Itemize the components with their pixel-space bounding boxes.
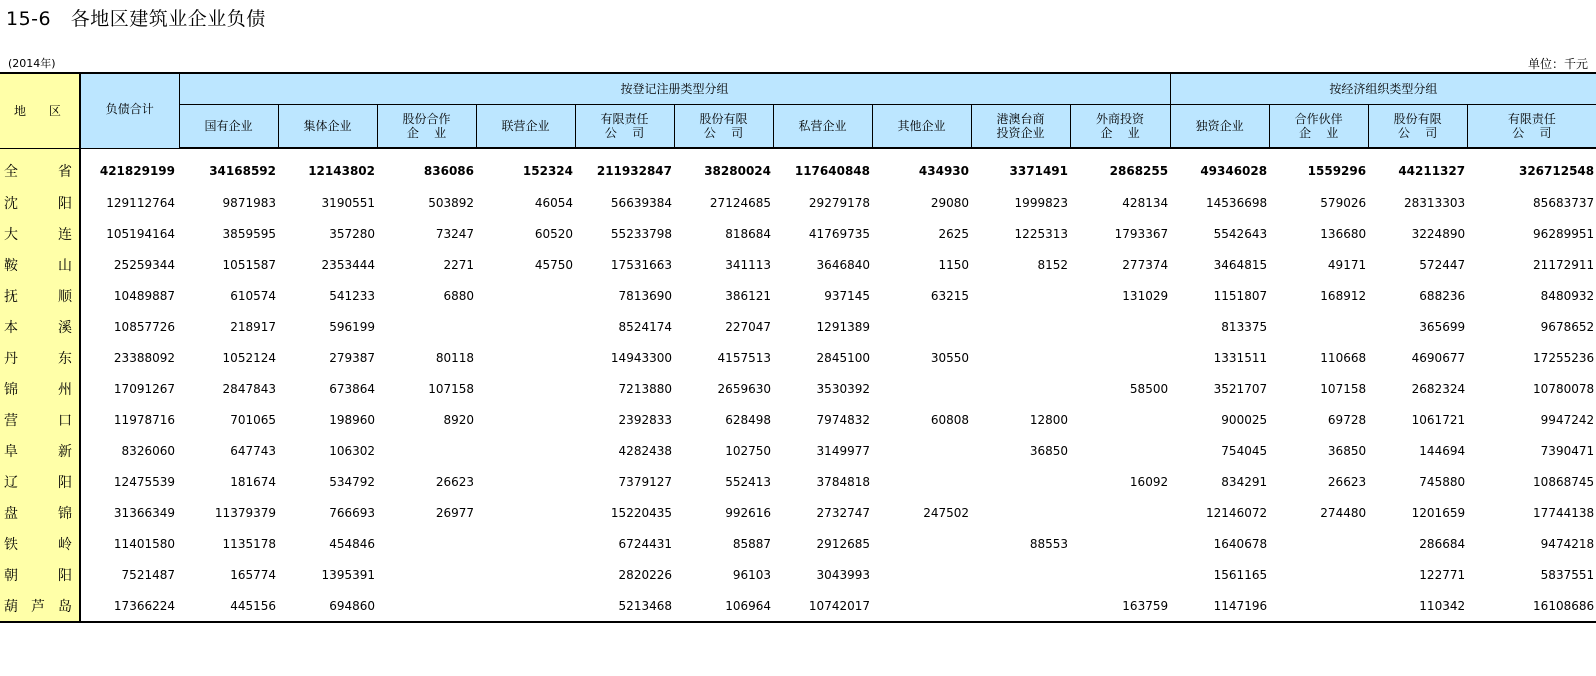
value-cell: 9678652 (1540, 319, 1595, 334)
region-name: 辽阳 (0, 466, 80, 497)
value-cell: 3464815 (1213, 257, 1268, 272)
value-cell (971, 497, 1070, 528)
value-cell: 3043993 (816, 567, 870, 582)
column-header: 股份有限 公 司 (674, 105, 773, 149)
region-name: 全省 (0, 155, 80, 187)
value-cell: 1051587 (222, 257, 276, 272)
value-cell: 673864 (329, 381, 375, 396)
value-cell: 26977 (435, 505, 474, 520)
value-cell: 2820226 (618, 567, 672, 582)
value-cell: 85683737 (1533, 195, 1595, 210)
total-cell: 7521487 (121, 567, 175, 582)
value-cell: 198960 (329, 412, 375, 427)
value-cell (1269, 559, 1368, 590)
value-cell: 534792 (329, 474, 375, 489)
column-header: 有限责任 公 司 (575, 105, 674, 149)
table-row (0, 435, 1596, 466)
value-cell (476, 466, 575, 497)
value-cell: 1331511 (1213, 350, 1268, 365)
value-cell: 1640678 (1213, 536, 1268, 551)
value-cell: 10868745 (1533, 474, 1595, 489)
column-header: 其他企业 (872, 105, 971, 149)
value-cell: 2732747 (816, 505, 870, 520)
value-cell: 1559296 (1307, 164, 1367, 178)
total-cell: 105194164 (106, 226, 175, 241)
value-cell: 1201659 (1411, 505, 1466, 520)
table-row (0, 218, 1596, 249)
value-cell: 14536698 (1206, 195, 1268, 210)
value-cell (1070, 311, 1170, 342)
value-cell: 7390471 (1540, 443, 1595, 458)
column-header: 独资企业 (1170, 105, 1269, 149)
value-cell: 1150 (938, 257, 969, 272)
value-cell (476, 497, 575, 528)
value-cell (971, 311, 1070, 342)
column-header: 联营企业 (476, 105, 575, 149)
total-cell: 11978716 (113, 412, 175, 427)
value-cell: 36850 (1327, 443, 1367, 458)
value-cell (971, 466, 1070, 497)
region-name: 葫芦岛 (0, 590, 80, 622)
value-cell: 834291 (1221, 474, 1268, 489)
total-row (0, 155, 1596, 187)
value-cell (476, 373, 575, 404)
value-cell: 1561165 (1213, 567, 1268, 582)
value-cell: 2625 (938, 226, 969, 241)
header-region: 地 区 (0, 73, 80, 148)
value-cell: 3371491 (1009, 164, 1068, 178)
value-cell (872, 435, 971, 466)
value-cell: 6724431 (618, 536, 672, 551)
value-cell: 152324 (522, 164, 573, 178)
region-name: 盘锦 (0, 497, 80, 528)
value-cell: 6880 (443, 288, 474, 303)
total-cell: 11401580 (113, 536, 175, 551)
value-cell: 3149977 (816, 443, 870, 458)
total-cell: 25259344 (113, 257, 175, 272)
value-cell: 434930 (918, 164, 969, 178)
value-cell: 36850 (1029, 443, 1068, 458)
value-cell: 181674 (230, 474, 276, 489)
value-cell: 17744138 (1533, 505, 1595, 520)
table-row (0, 187, 1596, 218)
value-cell: 45750 (534, 257, 573, 272)
value-cell: 117640848 (794, 164, 870, 178)
value-cell (476, 342, 575, 373)
value-cell: 168912 (1320, 288, 1367, 303)
value-cell: 69728 (1327, 412, 1367, 427)
page-title: 15-6 各地区建筑业企业负债 (6, 8, 266, 30)
value-cell: 4282438 (618, 443, 672, 458)
value-cell (377, 435, 476, 466)
value-cell: 1793367 (1114, 226, 1169, 241)
column-header: 有限责任 公 司 (1467, 105, 1596, 149)
value-cell: 326712548 (1518, 164, 1595, 178)
value-cell: 937145 (824, 288, 870, 303)
column-header: 国有企业 (179, 105, 278, 149)
value-cell: 992616 (725, 505, 771, 520)
value-cell: 647743 (230, 443, 276, 458)
value-cell (1269, 528, 1368, 559)
region-name: 沈阳 (0, 187, 80, 218)
region-name: 营口 (0, 404, 80, 435)
table-row (0, 373, 1596, 404)
value-cell (377, 528, 476, 559)
value-cell: 8920 (443, 412, 474, 427)
value-cell: 694860 (278, 590, 377, 622)
value-cell (971, 590, 1070, 622)
region-name: 阜新 (0, 435, 80, 466)
value-cell (971, 373, 1070, 404)
table-row (0, 497, 1596, 528)
value-cell: 2868255 (1109, 164, 1169, 178)
value-cell: 2659630 (717, 381, 771, 396)
value-cell (1269, 590, 1368, 622)
value-cell: 41769735 (808, 226, 870, 241)
value-cell: 16092 (1129, 474, 1169, 489)
value-cell: 2271 (443, 257, 474, 272)
value-cell: 106964 (674, 590, 773, 622)
value-cell: 286684 (1419, 536, 1466, 551)
value-cell: 1225313 (1014, 226, 1068, 241)
value-cell: 96103 (732, 567, 771, 582)
value-cell: 110668 (1320, 350, 1367, 365)
value-cell: 5837551 (1540, 567, 1595, 582)
value-cell (476, 559, 575, 590)
value-cell: 754045 (1221, 443, 1268, 458)
table-row (0, 466, 1596, 497)
column-header: 股份有限 公 司 (1368, 105, 1467, 149)
value-cell: 44211327 (1398, 164, 1466, 178)
value-cell (872, 466, 971, 497)
value-cell (377, 590, 476, 622)
value-cell: 110342 (1368, 590, 1467, 622)
value-cell (872, 590, 971, 622)
value-cell: 10742017 (773, 590, 872, 622)
table-row (0, 280, 1596, 311)
value-cell: 596199 (329, 319, 375, 334)
value-cell: 503892 (428, 195, 474, 210)
unit-label: 单位：千元 (1528, 57, 1589, 71)
value-cell: 818684 (725, 226, 771, 241)
value-cell: 836086 (423, 164, 474, 178)
value-cell: 122771 (1419, 567, 1466, 582)
value-cell: 106302 (329, 443, 375, 458)
value-cell: 365699 (1419, 319, 1466, 334)
value-cell: 5542643 (1213, 226, 1268, 241)
value-cell: 8480932 (1540, 288, 1595, 303)
total-cell: 129112764 (106, 195, 175, 210)
value-cell: 579026 (1320, 195, 1367, 210)
value-cell: 26623 (1327, 474, 1367, 489)
value-cell (476, 435, 575, 466)
region-name: 铁岭 (0, 528, 80, 559)
value-cell: 136680 (1320, 226, 1367, 241)
region-name: 鞍山 (0, 249, 80, 280)
value-cell: 165774 (230, 567, 276, 582)
value-cell: 2912685 (816, 536, 870, 551)
value-cell: 279387 (329, 350, 375, 365)
value-cell: 60808 (930, 412, 969, 427)
value-cell: 4690677 (1411, 350, 1466, 365)
value-cell: 247502 (923, 505, 969, 520)
value-cell: 766693 (329, 505, 375, 520)
region-name: 锦州 (0, 373, 80, 404)
value-cell: 211932847 (596, 164, 672, 178)
value-cell: 701065 (230, 412, 276, 427)
value-cell: 454846 (329, 536, 375, 551)
value-cell (971, 342, 1070, 373)
header-total: 负债合计 (80, 73, 179, 148)
value-cell: 9947242 (1540, 412, 1595, 427)
value-cell: 8152 (1037, 257, 1068, 272)
value-cell: 46054 (534, 195, 573, 210)
value-cell: 11379379 (214, 505, 276, 520)
total-cell: 31366349 (113, 505, 175, 520)
value-cell: 163759 (1070, 590, 1170, 622)
value-cell: 541233 (329, 288, 375, 303)
table-row (0, 342, 1596, 373)
value-cell: 218917 (230, 319, 276, 334)
value-cell: 21172911 (1533, 257, 1595, 272)
value-cell: 274480 (1320, 505, 1367, 520)
value-cell: 96289951 (1533, 226, 1595, 241)
value-cell: 813375 (1221, 319, 1268, 334)
value-cell: 15220435 (610, 505, 672, 520)
value-cell: 277374 (1122, 257, 1169, 272)
value-cell: 49346028 (1200, 164, 1268, 178)
value-cell: 17255236 (1533, 350, 1595, 365)
value-cell (476, 590, 575, 622)
value-cell: 107158 (428, 381, 474, 396)
value-cell: 29080 (930, 195, 969, 210)
value-cell (971, 280, 1070, 311)
value-cell: 3521707 (1213, 381, 1268, 396)
value-cell: 628498 (725, 412, 771, 427)
value-cell: 56639384 (610, 195, 672, 210)
header-group-registration: 按登记注册类型分组 (179, 73, 1170, 105)
value-cell: 8524174 (618, 319, 672, 334)
value-cell: 2392833 (618, 412, 672, 427)
value-cell (1070, 342, 1170, 373)
value-cell: 27124685 (709, 195, 771, 210)
value-cell (872, 311, 971, 342)
column-header: 集体企业 (278, 105, 377, 149)
value-cell: 386121 (725, 288, 771, 303)
value-cell: 60520 (534, 226, 573, 241)
column-header: 股份合作 企 业 (377, 105, 476, 149)
total-cell: 17091267 (113, 381, 175, 396)
value-cell (476, 404, 575, 435)
value-cell (476, 311, 575, 342)
value-cell (971, 559, 1070, 590)
value-cell (1269, 311, 1368, 342)
region-name: 大连 (0, 218, 80, 249)
value-cell: 745880 (1419, 474, 1466, 489)
value-cell (377, 559, 476, 590)
value-cell: 3530392 (816, 381, 870, 396)
value-cell (1070, 559, 1170, 590)
value-cell: 26623 (435, 474, 474, 489)
value-cell: 3646840 (816, 257, 870, 272)
value-cell: 88553 (1029, 536, 1068, 551)
value-cell: 341113 (725, 257, 771, 272)
value-cell: 900025 (1221, 412, 1268, 427)
value-cell (1070, 404, 1170, 435)
value-cell: 29279178 (808, 195, 870, 210)
column-header: 合作伙伴 企 业 (1269, 105, 1368, 149)
value-cell: 2353444 (321, 257, 375, 272)
value-cell (1070, 435, 1170, 466)
value-cell: 1135178 (222, 536, 276, 551)
value-cell: 58500 (1129, 381, 1169, 396)
value-cell: 2845100 (816, 350, 870, 365)
value-cell (476, 280, 575, 311)
value-cell: 3784818 (816, 474, 870, 489)
value-cell: 17531663 (610, 257, 672, 272)
value-cell: 5213468 (575, 590, 674, 622)
value-cell: 1291389 (816, 319, 870, 334)
total-cell: 23388092 (113, 350, 175, 365)
value-cell: 357280 (329, 226, 375, 241)
value-cell: 2847843 (222, 381, 276, 396)
value-cell: 102750 (725, 443, 771, 458)
value-cell: 34168592 (209, 164, 276, 178)
value-cell: 2682324 (1411, 381, 1466, 396)
table-row (0, 559, 1596, 590)
value-cell: 1061721 (1411, 412, 1466, 427)
value-cell: 12800 (1029, 412, 1068, 427)
total-cell: 421829199 (99, 164, 175, 178)
value-cell (1070, 497, 1170, 528)
column-header: 港澳台商 投资企业 (971, 105, 1070, 149)
value-cell: 1147196 (1170, 590, 1269, 622)
value-cell (377, 311, 476, 342)
value-cell: 14943300 (610, 350, 672, 365)
value-cell: 30550 (930, 350, 969, 365)
total-cell: 17366224 (80, 590, 179, 622)
value-cell: 9871983 (222, 195, 276, 210)
column-header: 外商投资 企 业 (1070, 105, 1170, 149)
value-cell: 49171 (1327, 257, 1367, 272)
value-cell: 12143802 (308, 164, 375, 178)
value-cell: 63215 (930, 288, 969, 303)
table-row (0, 249, 1596, 280)
value-cell: 131029 (1122, 288, 1169, 303)
table-row (0, 404, 1596, 435)
value-cell: 7974832 (816, 412, 870, 427)
value-cell: 445156 (179, 590, 278, 622)
value-cell: 16108686 (1467, 590, 1596, 622)
region-name: 朝阳 (0, 559, 80, 590)
year-label: (2014年) (8, 57, 56, 70)
value-cell: 107158 (1320, 381, 1367, 396)
value-cell: 73247 (435, 226, 474, 241)
value-cell: 85887 (732, 536, 771, 551)
table-row (0, 311, 1596, 342)
value-cell (872, 528, 971, 559)
value-cell: 7379127 (618, 474, 672, 489)
column-header: 私营企业 (773, 105, 872, 149)
total-cell: 10489887 (113, 288, 175, 303)
value-cell: 3224890 (1411, 226, 1466, 241)
value-cell: 610574 (230, 288, 276, 303)
region-name: 丹东 (0, 342, 80, 373)
value-cell: 1052124 (222, 350, 276, 365)
region-name: 抚顺 (0, 280, 80, 311)
value-cell: 9474218 (1540, 536, 1595, 551)
value-cell: 3859595 (222, 226, 276, 241)
total-cell: 10857726 (113, 319, 175, 334)
total-cell: 8326060 (121, 443, 175, 458)
value-cell: 227047 (725, 319, 771, 334)
header-group-economic: 按经济组织类型分组 (1170, 73, 1596, 105)
value-cell (872, 373, 971, 404)
value-cell: 80118 (435, 350, 474, 365)
value-cell: 4157513 (717, 350, 771, 365)
value-cell: 28313303 (1404, 195, 1466, 210)
value-cell: 38280024 (704, 164, 771, 178)
total-cell: 12475539 (113, 474, 175, 489)
value-cell: 1395391 (321, 567, 375, 582)
value-cell: 428134 (1122, 195, 1169, 210)
value-cell: 1151807 (1213, 288, 1268, 303)
value-cell: 55233798 (610, 226, 672, 241)
value-cell: 3190551 (321, 195, 375, 210)
liabilities-table (0, 72, 1596, 623)
value-cell (872, 559, 971, 590)
region-name: 本溪 (0, 311, 80, 342)
value-cell: 688236 (1419, 288, 1466, 303)
value-cell: 144694 (1419, 443, 1466, 458)
value-cell (476, 528, 575, 559)
value-cell: 12146072 (1206, 505, 1268, 520)
value-cell: 552413 (725, 474, 771, 489)
value-cell: 1999823 (1014, 195, 1068, 210)
value-cell: 10780078 (1533, 381, 1595, 396)
table-row (0, 590, 1596, 622)
value-cell: 572447 (1419, 257, 1466, 272)
value-cell: 7213880 (618, 381, 672, 396)
value-cell (1070, 528, 1170, 559)
table-row (0, 528, 1596, 559)
value-cell: 7813690 (618, 288, 672, 303)
